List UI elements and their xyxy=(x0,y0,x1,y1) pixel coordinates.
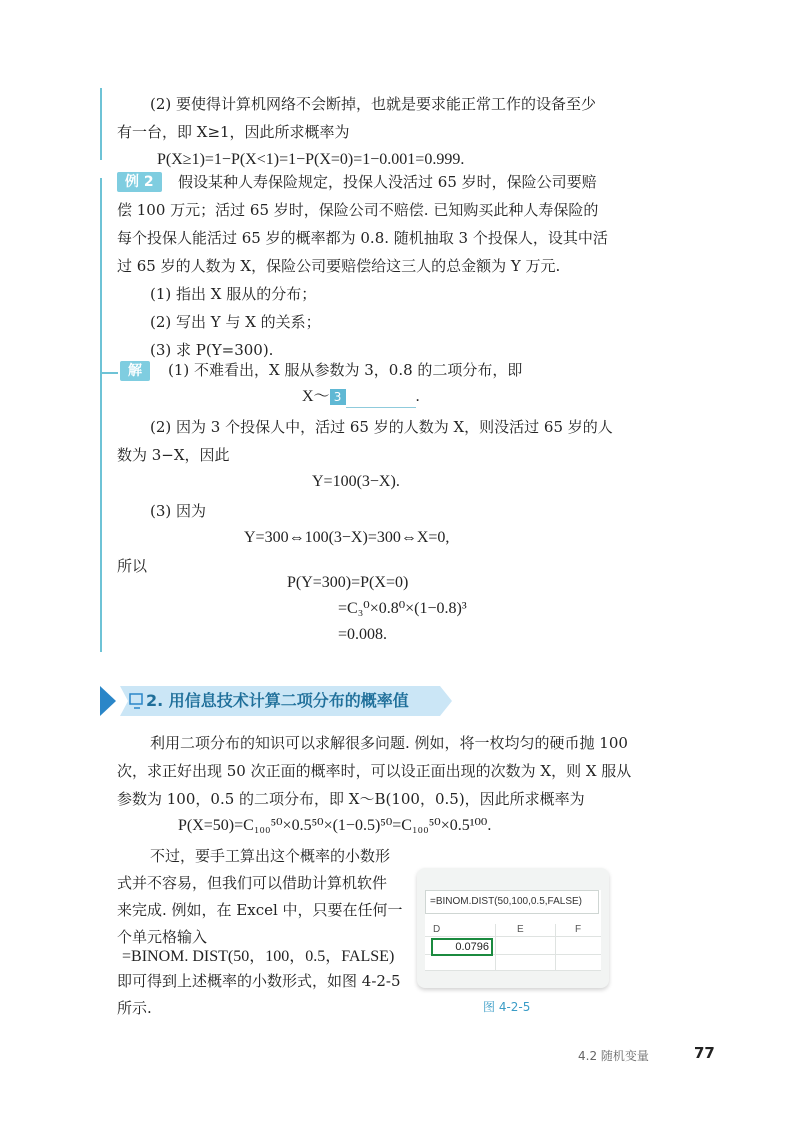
excel-sheet xyxy=(425,890,601,970)
solution-formula-line3: =0.008. xyxy=(338,626,388,643)
example-2-line: 每个投保人能活过 65 岁的概率都为 0.8. 随机抽取 3 个投保人，设其中活 xyxy=(117,229,608,247)
solution-dash xyxy=(100,372,118,374)
solution-part-3-formula: Y=300⇔100(3−X)=300⇔X=0, xyxy=(244,529,450,546)
figure-caption: 图 4-2-5 xyxy=(483,1000,531,1014)
excel-selected-cell[interactable]: 0.0796 xyxy=(431,938,493,956)
excel-col-e: E xyxy=(517,924,524,935)
footer-section: 4.2 随机变量 xyxy=(578,1049,649,1063)
example-2-question-1: (1) 指出 X 服从的分布； xyxy=(150,285,317,303)
example-margin-bar xyxy=(100,178,102,652)
solution-part-3: (3) 因为 xyxy=(150,502,207,520)
solution-part-2-formula: Y=100(3−X). xyxy=(312,473,400,490)
prev-solution-line1: (2) 要使得计算机网络不会断掉，也就是要求能正常工作的设备至少 xyxy=(150,95,597,113)
grid-line xyxy=(495,924,496,970)
example-2-question-3: (3) 求 P(Y=300). xyxy=(150,341,274,359)
solution-part-1-formula xyxy=(302,386,420,408)
body-paragraph-line: 次，求正好出现 50 次正面的概率时，可以设正面出现的次数为 X，则 X 服从 xyxy=(117,762,632,780)
body-p2-line: 即可得到上述概率的小数形式，如图 4-2-5 xyxy=(117,972,401,990)
excel-col-d: D xyxy=(433,924,441,935)
body-p2-line: 来完成. 例如，在 Excel 中，只要在任何一 xyxy=(117,901,403,919)
section-title: 2. 用信息技术计算二项分布的概率值 xyxy=(146,691,409,710)
answer-blank-number[interactable]: 3 xyxy=(330,389,346,405)
solution-margin-bar-top xyxy=(100,88,102,160)
body-p2-line: 个单元格输入 xyxy=(117,928,208,946)
body-formula: P(X=50)=C₁₀₀⁵⁰×0.5⁵⁰×(1−0.5)⁵⁰=C₁₀₀⁵⁰×0.5¹⁰⁰. xyxy=(178,817,492,834)
solution-part-2-line2: 数为 3−X，因此 xyxy=(117,446,230,464)
formula-suffix: . xyxy=(415,388,420,405)
example-2-question-2: (2) 写出 Y 与 X 的关系； xyxy=(150,313,321,331)
grid-line xyxy=(425,936,601,937)
example-2-line: 假设某种人寿保险规定，投保人没活过 65 岁时，保险公司要赔 xyxy=(178,173,597,191)
answer-blank-line[interactable] xyxy=(346,391,416,408)
excel-screenshot xyxy=(417,868,609,988)
body-paragraph-line: 参数为 100，0.5 的二项分布，即 X～B(100，0.5)，因此所求概率为 xyxy=(117,790,585,808)
excel-formula-bar[interactable]: =BINOM.DIST(50,100,0.5,FALSE) xyxy=(425,890,599,914)
body-p2-line: 所示. xyxy=(117,999,152,1017)
example-2-tag: 例 2 xyxy=(117,172,162,192)
solution-formula-line2: =C₃⁰×0.8⁰×(1−0.8)³ xyxy=(338,600,467,617)
body-p2-line: 不过，要手工算出这个概率的小数形 xyxy=(150,847,391,865)
formula-prefix: X～ xyxy=(302,388,330,405)
prev-solution-line2: 有一台，即 X≥1，因此所求概率为 xyxy=(117,123,350,141)
excel-col-f: F xyxy=(575,924,582,935)
body-p2-excel-formula: =BINOM. DIST(50，100，0.5，FALSE) xyxy=(122,948,395,965)
grid-line xyxy=(425,970,601,971)
body-p2-line: 式并不容易，但我们可以借助计算机软件 xyxy=(117,874,388,892)
solution-part-1: (1) 不难看出，X 服从参数为 3，0.8 的二项分布，即 xyxy=(168,361,523,379)
solution-part-2-line1: (2) 因为 3 个投保人中，活过 65 岁的人数为 X，则没活过 65 岁的人 xyxy=(150,418,613,436)
prev-solution-formula: P(X≥1)=1−P(X<1)=1−P(X=0)=1−0.001=0.999. xyxy=(157,151,465,168)
page-number: 77 xyxy=(694,1044,715,1062)
grid-line xyxy=(555,924,556,970)
solution-formula-line1: P(Y=300)=P(X=0) xyxy=(287,574,409,591)
solution-so: 所以 xyxy=(117,557,148,575)
body-paragraph-line: 利用二项分布的知识可以求解很多问题. 例如，将一枚均匀的硬币抛 100 xyxy=(150,734,628,752)
example-2-line: 偿 100 万元；活过 65 岁时，保险公司不赔偿. 已知购买此种人寿保险的 xyxy=(117,201,599,219)
example-2-line: 过 65 岁的人数为 X，保险公司要赔偿给这三人的总金额为 Y 万元. xyxy=(117,257,561,275)
solution-tag: 解 xyxy=(120,361,150,381)
section-banner xyxy=(100,686,460,716)
